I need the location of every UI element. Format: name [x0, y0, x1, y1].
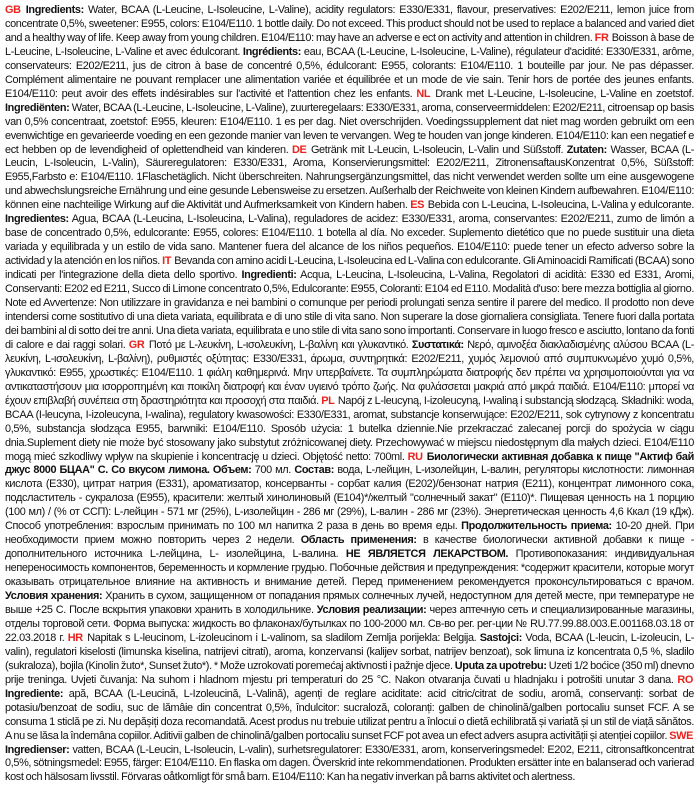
- language-code: IT: [162, 255, 172, 268]
- segment-body: Ποτό με L-λευκίνη, L-ισολευκίνη, L-βαλίνη και γλυκαντικό.: [148, 338, 412, 351]
- segment-body: Agua, BCAA (L-Leucina, L-Isoleucina, L-Valina), reguladores de acidez: E330/E331, aroma, conservantes: E202/E211, zumo de limón a base de concentrado 0,5%, edulcorante: E955, colores: E104/E110. 1 botella al día. No exceder. Suplemento dietético que no puede sustituir una dieta variada y equilibrada y un estilo de vida sano. Mantener fuera del alcance de los niños pequeños. E104/E110: puede tener un efecto adverso sobre la actividad y la atención en los niños.: [5, 213, 694, 268]
- segment-heading: Условия реализации:: [316, 603, 427, 616]
- segment-body: Voda, BCAA (L-leucin, L-izoleucin, L-valin), regulatori kiselosti (limunska kiselina, natrijevi citrati), aroma, konzervansi (kalijev sorbat, natrijev benzoat), sok limuna iz koncentrata 0,5 %, sladilo (sukraloza), bojila (Kinolin žuto*, Sunset žuto*). * Može uzrokovati poremećaj aktivnosti i pažnje djece.: [5, 631, 694, 672]
- segment-heading: Область применения:: [300, 534, 417, 547]
- segment-body: Противопоказания: индивидуальная непереносимость компонентов, беременность и кормление грудью. Побочные действия и предупреждения: *содержит красители, которые могут оказывать отрицательное влияние на активность и внимание детей. Перед применением рекомендуется проконсультироваться с врачом.: [5, 548, 694, 589]
- language-code: DE: [291, 143, 307, 156]
- segment-heading: Ingredienser:: [5, 743, 70, 756]
- segment-body: Napitak s L-leucinom, L-izoleucinom i L-valinom, sa sladilom Zemlja porijekla: Belgija.: [87, 631, 480, 644]
- segment-heading: Zutaten:: [566, 143, 607, 156]
- segment-body: через аптечную сеть и специализированные магазины, отделы торговой сети. Форма выпуска: жидкость во флаконах/бутылках по 100-2000 мл. Св-во рег. рег-ции № RU.77.99.88.003.E.001168.03.18 от 22.03.2018 г.: [5, 603, 695, 644]
- segment-heading: Ingredienti:: [241, 269, 297, 282]
- segment-body: vatten, BCAA (L-Leucin, L-Isoleucin, L-valin), surhetsregulatorer: E330/E331, arom, konserveringsmedel: E202, E211, citronsaftkoncentrat 0,5%, sötningsmedel: E955, färger: E104/E110. En flaska om dagen. Överskrid inte rekommendationen. Produkten ersätter inte en balanserad och varierad kost och hälsosam livsstil. Förvaras oåtkomligt för små barn. E104/E110: Kan ha negativ inverkan på barns aktivitet och alertness.: [5, 743, 694, 784]
- segment-body: Uzeti 1/2 boćice (350 ml) dnevno prije treninga. Uvjeti čuvanja: Na suhom i hladnom mjestu pri temperaturi do 25 °C. Nakon otvaranja čuvati u hladnjaku i potrošiti unutar 3 dana.: [5, 659, 694, 686]
- label-segment: [5, 4, 694, 44]
- segment-body: вода, L-лейцин, L-изолейцин, L-валин, регуляторы кислотности: лимонная кислота (E330), цитрат натрия (E331), ароматизатор, консерванты - сорбат калия (E202)/бензонат натрия (E211), концентрат лимонного сока, подсластитель - сукралоза (E955), красители: желтый хинолиновый (E104)*/желтый "солнечный закат" (E110)*. Пищевая ценность на 1 порцию (100 мл) / (% от ССП): L-лейцин - 571 мг (25%), L-изолейцин - 286 мг (29%), L-валин - 286 мг (23%). Энергетическая ценность 4,6 Ккал (19 кДж). Способ употребления: взрослым принимать по 100 мл напитка 2 раза в день во время еды.: [5, 464, 695, 533]
- segment-body: Wasser, BCAA (L-Leucin, L-Isoleucin, L-Valin), Säureregulatoren: E330/E331, Aroma, Konservierungsmittel: E202/E211, ZitronensaftausKonzentrat 0,5%, Süßstoff: E955,Farbsto e: E104/E110. 1Flaschetäglich. Nicht überschreiten. Nahrungsergänzungsmittel, das nicht verwendet werden sollte um eine ausgewogene und abwechslungsreiche Ernährung und eine gesunde Lebensweise zu ersetzen. Außerhalb der Reichweite von kleinen Kindern aufbewahren. E104/E110: können eine nachteilige Wirkung auf die Aktivität und Aufmerksamkeit von Kindern haben.: [5, 143, 694, 212]
- segment-body: Drank met L-Leucine, L-Isoleucine, L-Valine en zoetstof.: [435, 87, 694, 100]
- label-segment: [129, 339, 412, 351]
- segment-heading: Συστατικά:: [411, 338, 464, 351]
- segment-body: Water, BCAA (L-Leucine, L-Isoleucine, L-Valine), acidity regulators: E330/E331, flavour, preservatives: E202/E211, lemon juice from concentrate 0,5%, sweetener: E955, colors: E104/E110. 1 bottle daily. Do not exceed. This product should not be used to replace a balanced and varied diet and a healthy way of life. Keep away from young children. E104/E110: may have an adverse e ect on activity and attention in children.: [5, 4, 694, 44]
- segment-heading: Ingredientes:: [5, 213, 69, 226]
- segment-heading: Состав:: [294, 464, 335, 477]
- language-code: FR: [594, 31, 609, 44]
- segment-body: Хранить в сухом, защищенном от попадания прямых солнечных лучей, недоступном для детей месте, при температуре не выше +25 С. После вскрытия упаковки хранить в холодильнике.: [5, 590, 694, 616]
- label-segment: [292, 144, 567, 156]
- language-code: RO: [677, 673, 693, 686]
- segment-body: Getränk mit L-Leucin, L-Isoleucin, L-Valin und Süßstoff.: [310, 143, 567, 156]
- segment-body: 700 мл.: [251, 464, 295, 477]
- segment-body: в качестве биологически активной добавки к пище - дополнительного источника L-лейцина, L- изолейцина, L-валина.: [5, 534, 694, 561]
- segment-heading: НЕ ЯВЛЯЕТСЯ ЛЕКАРСТВОМ.: [345, 548, 509, 561]
- segment-body: 10-20 дней. При необходимости прием можно повторить через 2 недели.: [5, 520, 694, 547]
- segment-body: Νερό, αμινοξέα διακλαδισμένης αλύσου BCAA (L-λευκίνη, L-ισολευκίνη, L-βαλίνη), ρυθμιστές οξύτητας: E330/E331, άρωμα, συντηρητικά: E202/E211, χυμός λεμονιού από συμπυκνωμένο χυμό 0,5%, γλυκαντικό: E955, χρωστικές: E104/E110. 1 φιάλη καθημερινά. Μην υπερβαίνετε. Τα συμπληρώματα διατροφής δεν πρέπει να χρησιμοποιούνται για να αντικαταστήσουν μια ισορροπημένη και ποικίλη διατροφή και έναν υγιεινό τρόπο ζωής. Να φυλάσσεται μακριά από μικρά παιδιά. E104/E110: μπορεί να έχουν επιβλαβή συνέπεια στη δραστηριότητα και προσοχή στα παιδιά.: [5, 338, 694, 407]
- segment-heading: Sastojci:: [479, 631, 523, 644]
- segment-heading: Условия хранения:: [5, 590, 103, 603]
- segment-heading: Ingrediënten:: [5, 101, 70, 114]
- segment-body: apă, BCAA (L-Leucină, L-Izoleucină, L-Valină), agenți de reglare aciditate: acid citric/citrat de sodiu, aromă, conservanți: sorbat de potasiu/benzoat de sodiu, suc de lămâie din concentrat 0,5%, îndulcitor: sucraloză, coloranți: galben de chinolină/galben portocaliu sunset FCF. A se consuma 1 sticlă pe zi. Nu depășiți doza recomandată. Acest produs nu trebuie utilizat pentru a înlocui o dietă echilibrată și variată și un stil de viață sănătos. A nu se lăsa la îndemâna copiilor. Aditivii galben de chinolină/galben portocaliu sunset FCF pot avea un efect advers asupra activității și atenției copiilor.: [5, 687, 694, 742]
- segment-heading: Ingredients:: [25, 4, 84, 16]
- segment-heading: Ingrediente:: [5, 687, 64, 700]
- label-segment: [410, 199, 694, 211]
- segment-body: Water, BCAA (L-Leucine, L-Isoleucine, L-Valine), zuurteregelaars: E330/E331, aroma, conserveermiddelen: E202/E211, citroensap op basis van 0,5% concentraat, zoetstof: E955, kleuren: E104/E110. 1 es per dag. Niet overschrijden. Voedingssupplement dat niet mag worden gebruikt om een evenwichtige en gevarieerde voeding en een gezonde manier van leven te vervangen. Weg te houden van jonge kinderen. E104/E110: kan een negatief e ect hebben op de levendigheid of oplettendheid van kinderen.: [5, 101, 694, 156]
- segment-body: Bebida con L-Leucina, L-Isoleucina, L-Valina y edulcorante.: [427, 199, 694, 212]
- language-code: HR: [67, 631, 83, 644]
- segment-heading: Ingrédients:: [242, 45, 302, 58]
- segment-heading: Продолжительность приема:: [461, 520, 612, 533]
- language-code: SWE: [669, 729, 693, 742]
- label-segment: [416, 88, 694, 100]
- segment-body: eau, BCAA (L-Leucine, L-Isoleucine, L-Valine), régulateur d'acidité: E330/E331, arôme, conservateurs: E202/E211, jus de citron à base de concentré 0,5%, édulcorant: E955, colorants: E104/E110. 1 bouteille par jour. Ne pas dépasser. Complément alimentaire ne pouvant remplacer une alimentation variée et équilibrée et un mode de vie sain. Tenir hors de portée des jeunes enfants. E104/E110: peut avoir des effets indésirables sur l'activité et l'attention chez les enfants.: [5, 45, 695, 100]
- language-code: NL: [416, 87, 431, 100]
- segment-body: Boisson à base de L-Leucine, L-Isoleucine, L-Valine et avec édulcorant.: [5, 31, 695, 58]
- segment-body: Bevanda con amino acidi L-Leucina, L-Isoleucina ed L-Valina con edulcorante. Gli Aminoacidi Ramificati (BCAA) sono indicati per l'integrazione della dieta dello sportivo.: [5, 255, 695, 282]
- language-code: RU: [407, 450, 423, 463]
- label-segment: [68, 632, 480, 644]
- language-code: GB: [5, 4, 21, 16]
- segment-body: Acqua, L-Leucina, L-Isoleucina, L-Valina, Regolatori di acidità: E330 ed E331, Aromi, Conservanti: E202 ed E211, Succo di Limone concentrato 0,5%, Edulcorante: E955, Coloranti: E104 ed E110. Modalità d'uso: bere mezza bottiglia al giorno. Note ed Avvertenze: Non utilizzare in gravidanza e nei bambini o comunque per periodi prolungati senza sentire il parere del medico. Il prodotto non deve intendersi come sostitutivo di una dieta variata, equilibrata e di uno stile di vita sano. Non superare la dose giornaliera consigliata. Tenere fuori dalla portata dei bambini al di sotto dei tre anni. Una dieta variata, equilibrata e uno stile di vita sano sono importanti. Conservare in luogo fresco e asciutto, lontano da fonti di calore e dai raggi solari.: [5, 269, 694, 351]
- language-code: ES: [410, 199, 425, 212]
- segment-body: Napój z L-leucyną, I-izoleucyną, I-waliną i substancją słodzącą. Składniki: woda, BCAA (I-leucyna, I-izoleucyna, I-walina), regulatory kwasowości: E330/E331, aromat, substancje konserwujące: E202/E211, sok cytrynowy z koncentratu 0,5%, substancja słodząca E955, barwniki: E104/E110. Sposób użycia: 1 butelka dziennie.Nie przekraczać zalecanej porcji do spożycia w ciągu dnia.Suplement diety nie może być stosowany jako substytut zróżnicowanej diety. Przechowywać w miejscu niedostępnym dla małych dzieci. E104/E110 mogą mieć szkodliwy wpływ na skupienie i koncentrację u dzieci. Objętość netto: 700ml.: [5, 394, 694, 463]
- language-code: PL: [321, 394, 335, 407]
- segment-heading: Биологически активная добавка к пище "Актиф бай джус 8000 БЦАА" С. Со вкусом лимона. Объем:: [5, 450, 694, 477]
- language-code: GR: [128, 338, 145, 351]
- segment-heading: Uputa za upotrebu:: [454, 659, 547, 672]
